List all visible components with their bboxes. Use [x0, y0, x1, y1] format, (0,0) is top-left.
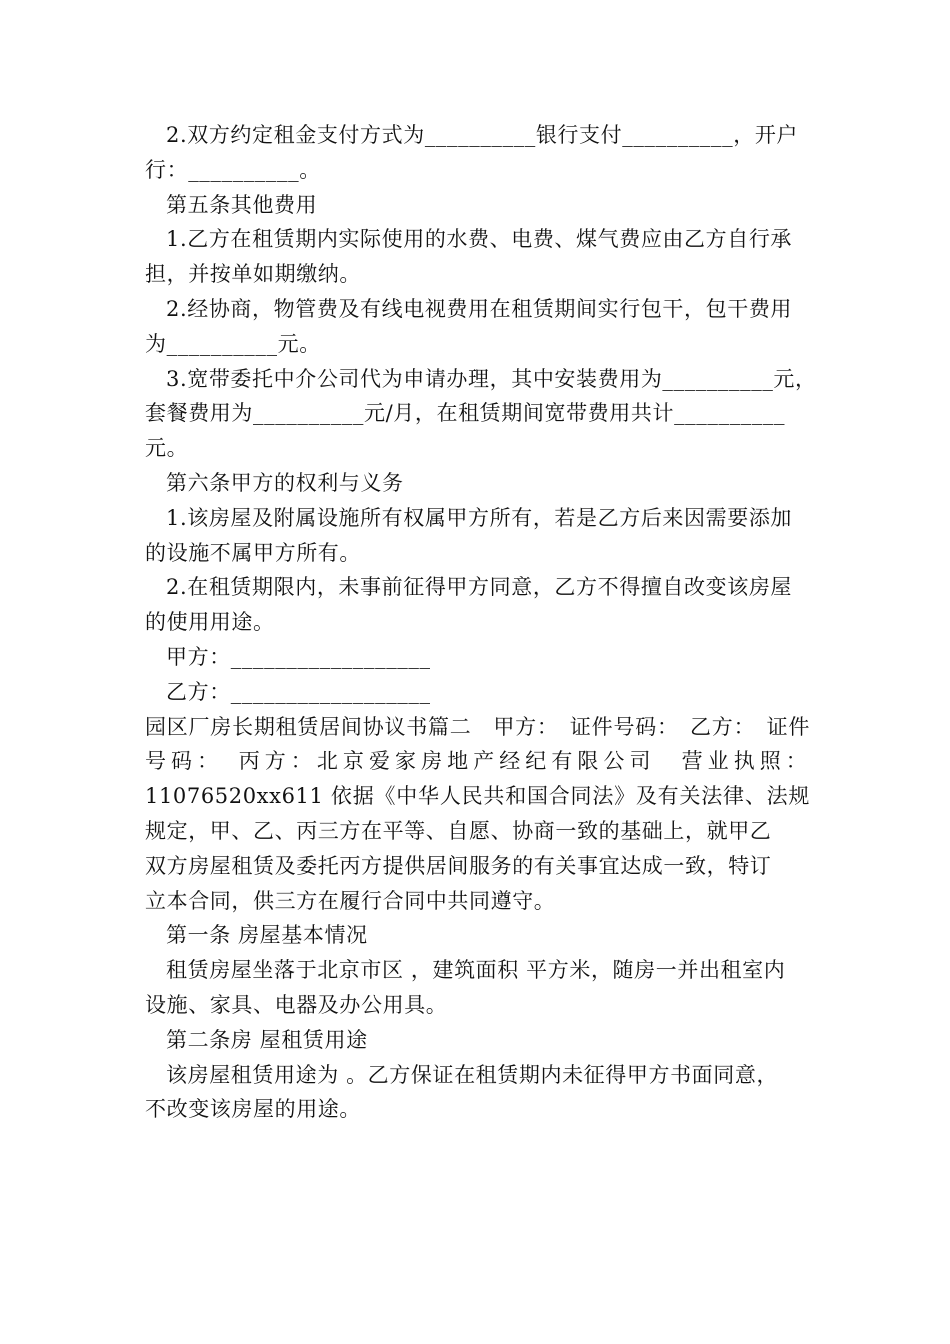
- paragraph-line: 行：__________。: [145, 157, 321, 182]
- paragraph-line: 不改变该房屋的用途。: [145, 1097, 361, 1122]
- paragraph-line: 租赁房屋坐落于北京市区 ，建筑面积 平方米，随房一并出租室内: [166, 958, 786, 983]
- paragraph-line: 担，并按单如期缴纳。: [145, 262, 361, 287]
- paragraph-line: 2.经协商，物管费及有线电视费用在租赁期间实行包干，包干费用: [166, 296, 793, 321]
- party-b-signature-line: 乙方：__________________: [166, 679, 431, 704]
- paragraph-line: 的使用用途。: [145, 610, 275, 635]
- paragraph-line: 为__________元。: [145, 331, 321, 356]
- paragraph-line: 元。: [145, 436, 189, 461]
- paragraph-line: 11076520xx611 依据《中华人民共和国合同法》及有关法律、法规: [145, 784, 810, 809]
- paragraph-line: 设施、家具、电器及办公用具。: [145, 992, 448, 1017]
- paragraph-line: 立本合同，供三方在履行合同中共同遵守。: [145, 888, 556, 913]
- section-heading: 第二条房 屋租赁用途: [166, 1027, 368, 1052]
- paragraph-line: 号码： 丙方：北京爱家房地产经纪有限公司 营业执照：: [145, 749, 810, 774]
- agreement-title-line: 园区厂房长期租赁居间协议书篇二 甲方： 证件号码： 乙方： 证件: [145, 714, 810, 739]
- section-heading: 第五条其他费用: [166, 192, 318, 217]
- section-heading: 第一条 房屋基本情况: [166, 923, 368, 948]
- paragraph-line: 双方房屋租赁及委托丙方提供居间服务的有关事宜达成一致，特订: [145, 853, 772, 878]
- section-heading: 第六条甲方的权利与义务: [166, 470, 404, 495]
- party-a-signature-line: 甲方：__________________: [166, 644, 431, 669]
- paragraph-line: 套餐费用为__________元/月，在租赁期间宽带费用共计__________: [145, 401, 786, 426]
- paragraph-line: 1.该房屋及附属设施所有权属甲方所有，若是乙方后来因需要添加: [166, 505, 793, 530]
- paragraph-line: 2.双方约定租金支付方式为__________银行支付__________，开户: [166, 123, 799, 147]
- paragraph-line: 的设施不属甲方所有。: [145, 540, 361, 565]
- paragraph-line: 1.乙方在租赁期内实际使用的水费、电费、煤气费应由乙方自行承: [166, 227, 793, 252]
- paragraph-line: 2.在租赁期限内，未事前征得甲方同意，乙方不得擅自改变该房屋: [166, 575, 793, 600]
- paragraph-line: 规定，甲、乙、丙三方在平等、自愿、协商一致的基础上，就甲乙: [145, 818, 772, 843]
- document-body: [145, 118, 817, 1127]
- paragraph-line: 该房屋租赁用途为 。乙方保证在租赁期内未征得甲方书面同意，: [166, 1062, 779, 1087]
- paragraph-line: 3.宽带委托中介公司代为申请办理，其中安装费用为__________元，: [166, 366, 817, 391]
